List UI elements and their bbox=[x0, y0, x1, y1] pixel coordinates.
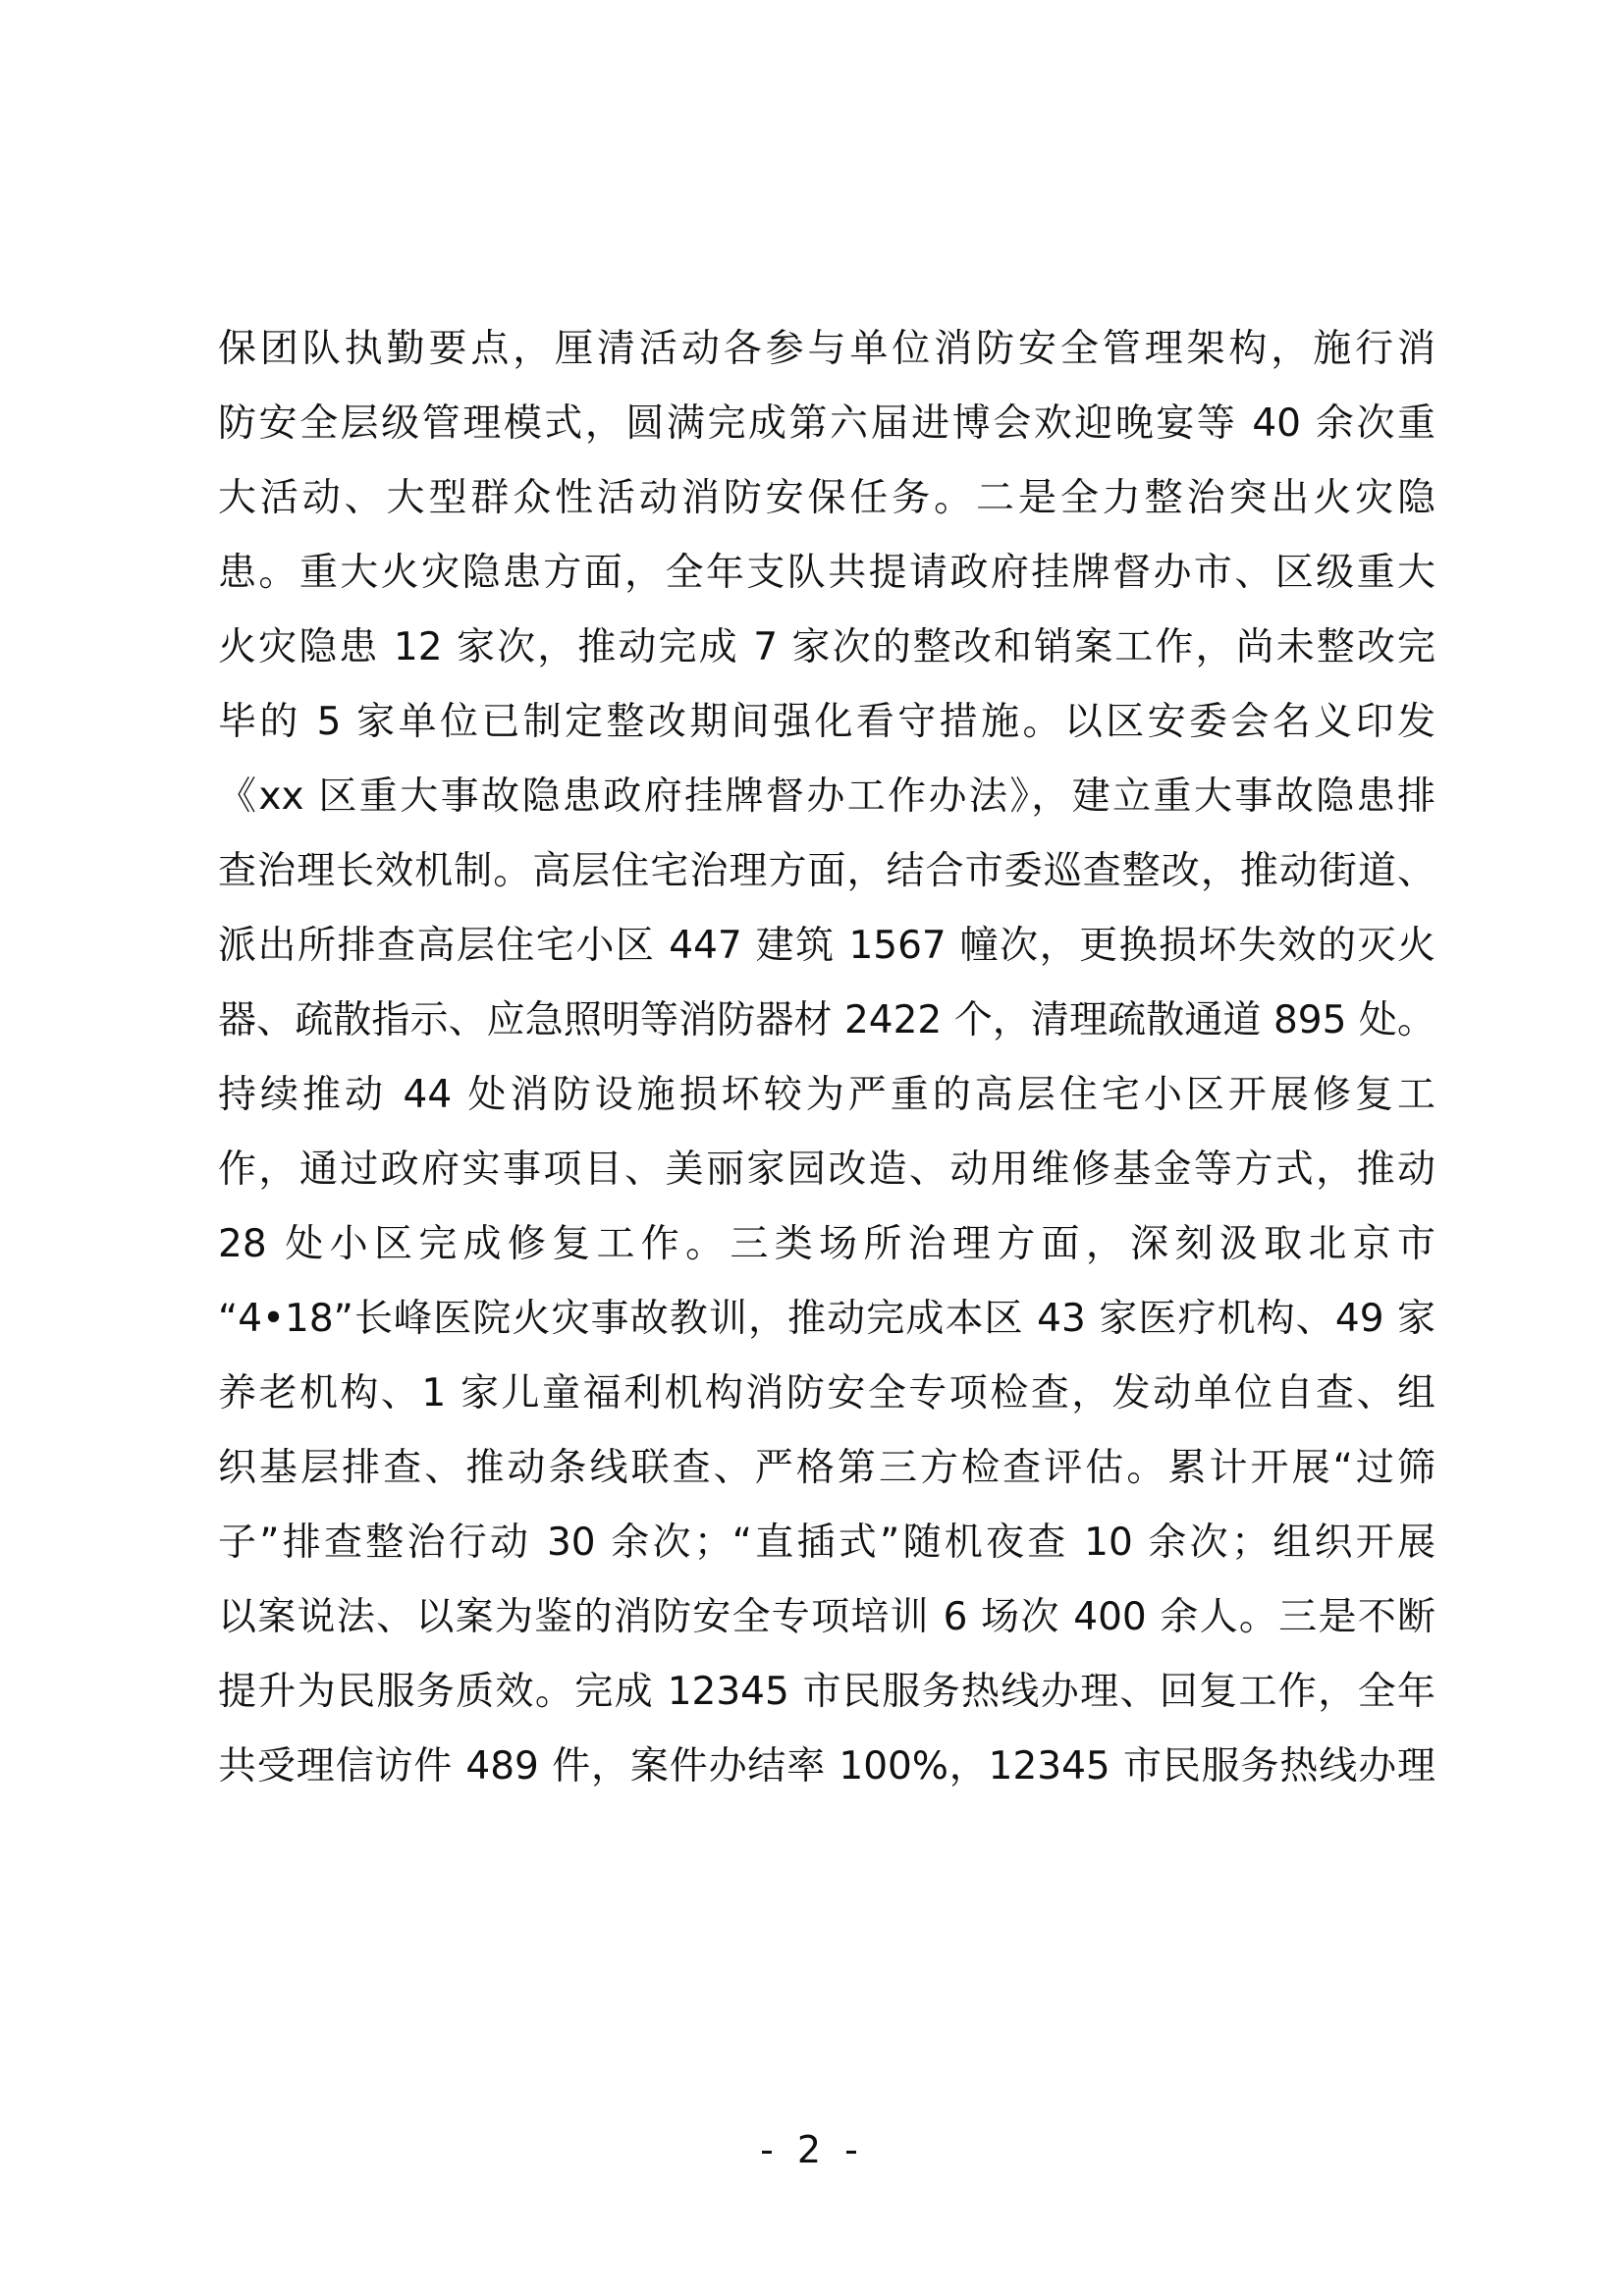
text-line: 保团队执勤要点，厘清活动各参与单位消防安全管理架构，施行消 bbox=[218, 327, 1435, 371]
text-line: 《xx 区重大事故隐患政府挂牌督办工作办法》，建立重大事故隐患排 bbox=[218, 774, 1435, 819]
text-line: 派出所排查高层住宅小区 447 建筑 1567 幢次，更换损坏失效的灭火 bbox=[218, 924, 1435, 968]
text-line: 织基层排查、推动条线联查、严格第三方检查评估。累计开展“过筛 bbox=[218, 1446, 1435, 1490]
text-line: 养老机构、1 家儿童福利机构消防安全专项检查，发动单位自查、组 bbox=[218, 1371, 1435, 1415]
text-line: 大活动、大型群众性活动消防安保任务。二是全力整治突出火灾隐 bbox=[218, 476, 1435, 520]
text-line: 器、疏散指示、应急照明等消防器材 2422 个，清理疏散通道 895 处。 bbox=[218, 998, 1435, 1042]
text-line: 以案说法、以案为鉴的消防安全专项培训 6 场次 400 余人。三是不断 bbox=[218, 1595, 1435, 1639]
text-line: 防安全层级管理模式，圆满完成第六届进博会欢迎晚宴等 40 余次重 bbox=[218, 401, 1435, 446]
page-number: - 2 - bbox=[760, 2128, 864, 2171]
text-line: 毕的 5 家单位已制定整改期间强化看守措施。以区安委会名义印发 bbox=[218, 700, 1435, 744]
body-paragraph bbox=[218, 312, 1435, 1804]
text-line: 患。重大火灾隐患方面，全年支队共提请政府挂牌督办市、区级重大 bbox=[218, 551, 1435, 595]
text-line: 火灾隐患 12 家次，推动完成 7 家次的整改和销案工作，尚未整改完 bbox=[218, 625, 1435, 669]
text-line: 28 处小区完成修复工作。三类场所治理方面，深刻汲取北京市 bbox=[218, 1222, 1435, 1266]
text-line: 作，通过政府实事项目、美丽家园改造、动用维修基金等方式，推动 bbox=[218, 1148, 1435, 1192]
text-line: 查治理长效机制。高层住宅治理方面，结合市委巡查整改，推动街道、 bbox=[218, 849, 1435, 893]
text-line: 子”排查整治行动 30 余次；“直插式”随机夜查 10 余次；组织开展 bbox=[218, 1521, 1435, 1565]
text-line: 提升为民服务质效。完成 12345 市民服务热线办理、回复工作，全年 bbox=[218, 1670, 1435, 1714]
text-line: “4•18”长峰医院火灾事故教训，推动完成本区 43 家医疗机构、49 家 bbox=[218, 1297, 1435, 1341]
text-line: 持续推动 44 处消防设施损坏较为严重的高层住宅小区开展修复工 bbox=[218, 1073, 1435, 1117]
text-line: 共受理信访件 489 件，案件办结率 100%，12345 市民服务热线办理 bbox=[218, 1744, 1435, 1789]
